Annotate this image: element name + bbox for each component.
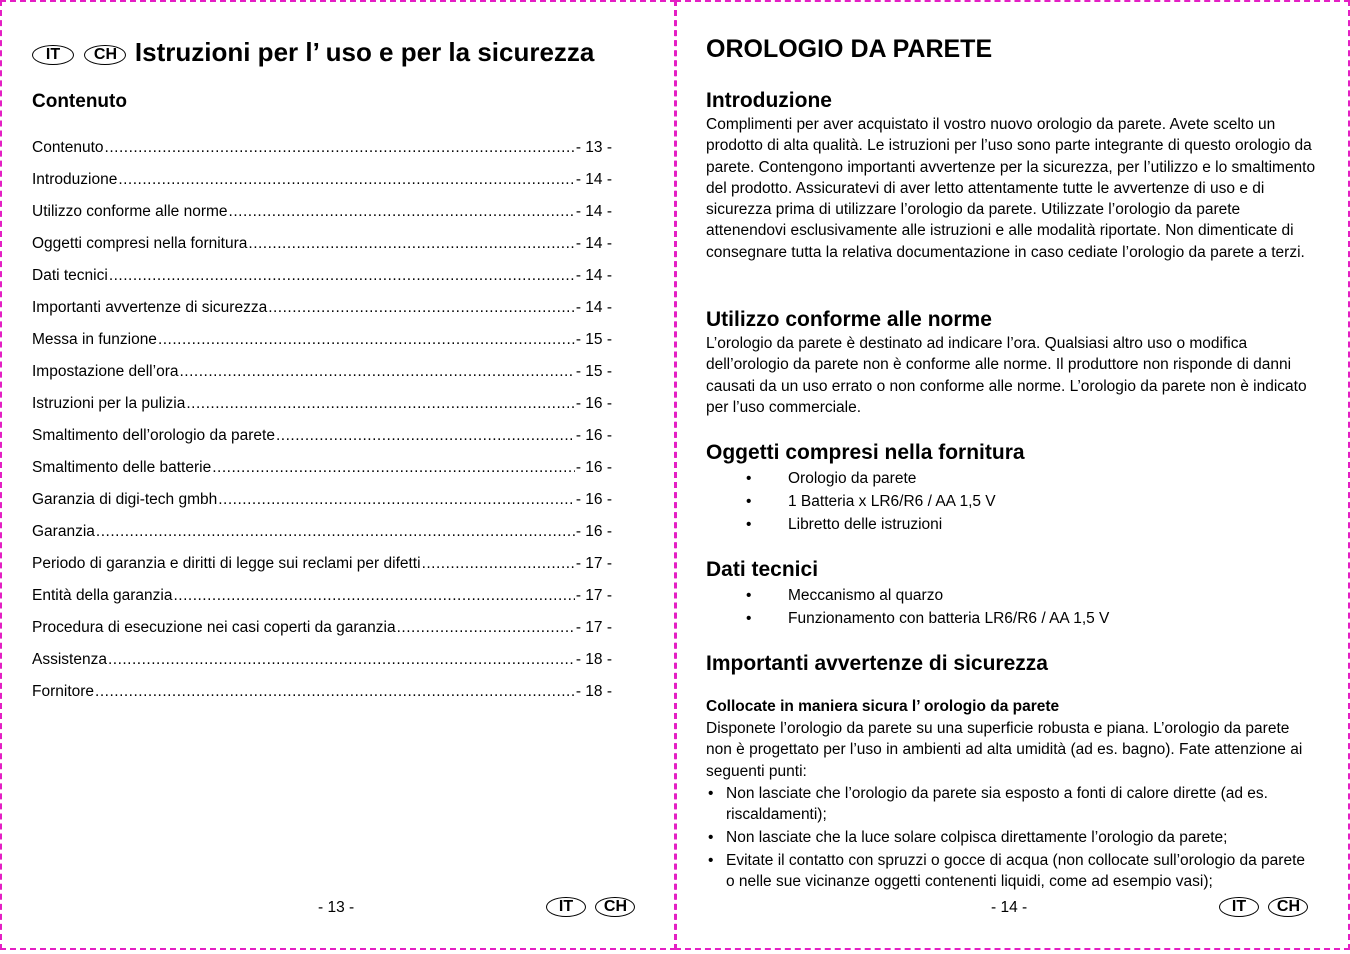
toc-entry-title: Contenuto	[32, 139, 104, 156]
toc-leader-dots	[397, 619, 575, 637]
list-item: • Orologio da parete	[706, 467, 996, 490]
toc-row	[32, 683, 612, 701]
toc-entry-page: - 17 -	[575, 587, 612, 604]
toc-entry-title: Istruzioni per la pulizia	[32, 395, 186, 412]
toc-leader-dots	[118, 171, 575, 189]
tech-list	[706, 584, 1109, 630]
toc-entry-page: - 14 -	[575, 171, 612, 188]
list-item: • Funzionamento con batteria LR6/R6 / AA 1,5 V	[706, 607, 1109, 630]
toc-entry-title: Periodo di garanzia e diritti di legge sui reclami per difetti	[32, 555, 421, 572]
toc-entry-title: Assistenza	[32, 651, 107, 668]
toc-entry-page: - 14 -	[575, 235, 612, 252]
section-heading-safety: Importanti avvertenze di sicurezza	[706, 652, 1048, 675]
list-item: • 1 Batteria x LR6/R6 / AA 1,5 V	[706, 490, 996, 513]
toc-entry-page: - 16 -	[575, 491, 612, 508]
toc-leader-dots	[173, 587, 574, 605]
toc-leader-dots	[108, 651, 575, 669]
toc-row	[32, 619, 612, 637]
toc-entry-title: Garanzia di digi-tech gmbh	[32, 491, 218, 508]
toc-leader-dots	[276, 427, 575, 445]
toc-entry-title: Importanti avvertenze di sicurezza	[32, 299, 268, 316]
page-number: - 13 -	[318, 899, 355, 916]
toc-row	[32, 427, 612, 445]
toc-entry-title: Dati tecnici	[32, 267, 108, 284]
toc-row	[32, 331, 612, 349]
toc-entry-page: - 16 -	[575, 427, 612, 444]
section-heading-intended-use: Utilizzo conforme alle norme	[706, 308, 992, 331]
country-badge-it: IT	[546, 897, 586, 917]
footer-badges	[546, 897, 635, 917]
toc-row	[32, 139, 612, 157]
toc-entry-title: Introduzione	[32, 171, 118, 188]
page-number: - 14 -	[991, 899, 1028, 916]
toc-leader-dots	[95, 683, 575, 701]
toc-entry-title: Oggetti compresi nella fornitura	[32, 235, 248, 252]
section-heading-delivery: Oggetti compresi nella fornitura	[706, 441, 1025, 464]
toc-entry-title: Entità della garanzia	[32, 587, 173, 604]
toc-entry-page: - 16 -	[575, 523, 612, 540]
toc-entry-page: - 17 -	[575, 619, 612, 636]
toc-leader-dots	[96, 523, 575, 541]
toc-row	[32, 235, 612, 253]
toc-row	[32, 555, 612, 573]
toc-entry-title: Fornitore	[32, 683, 95, 700]
section-heading-introduction: Introduzione	[706, 89, 832, 112]
toc-row	[32, 491, 612, 509]
toc-row	[32, 523, 612, 541]
page-title: OROLOGIO DA PARETE	[706, 35, 993, 63]
toc-leader-dots	[158, 331, 575, 349]
toc-row	[32, 267, 612, 285]
toc-row	[32, 363, 612, 381]
toc-leader-dots	[105, 139, 575, 157]
toc-entry-page: - 18 -	[575, 683, 612, 700]
toc-leader-dots	[179, 363, 574, 381]
list-item: • Non lasciate che la luce solare colpisca direttamente l’orologio da parete;	[706, 827, 1306, 848]
country-badge-it: IT	[32, 45, 74, 65]
list-item: • Non lasciate che l’orologio da parete sia esposto a fonti di calore dirette (ad es. riscaldamenti);	[706, 783, 1306, 826]
toc-row	[32, 651, 612, 669]
toc-entry-title: Messa in funzione	[32, 331, 157, 348]
country-badge-it: IT	[1219, 897, 1259, 917]
safety-paragraph: Disponete l’orologio da parete su una superficie robusta e piana. L’orologio da parete non è progettato per l’uso in ambienti ad alta umidità (ad es. bagno). Fate attenzione ai seguenti punti:	[706, 720, 1303, 780]
toc-entry-title: Utilizzo conforme alle norme	[32, 203, 228, 220]
toc-row	[32, 395, 612, 413]
toc-leader-dots	[248, 235, 574, 253]
toc-leader-dots	[212, 459, 575, 477]
toc-entry-page: - 16 -	[575, 459, 612, 476]
toc-row	[32, 459, 612, 477]
toc-entry-page: - 14 -	[575, 203, 612, 220]
toc-entry-title: Procedura di esecuzione nei casi coperti da garanzia	[32, 619, 396, 636]
toc-row	[32, 203, 612, 221]
toc-entry-page: - 14 -	[575, 267, 612, 284]
toc-entry-page: - 13 -	[575, 139, 612, 156]
toc-leader-dots	[422, 555, 575, 573]
toc-row	[32, 587, 612, 605]
list-item: • Libretto delle istruzioni	[706, 513, 996, 536]
safety-subheading: Collocate in maniera sicura l’ orologio da parete	[706, 698, 1060, 715]
list-item: • Meccanismo al quarzo	[706, 584, 1109, 607]
toc-leader-dots	[186, 395, 574, 413]
section-heading-tech: Dati tecnici	[706, 558, 819, 581]
page-title: Istruzioni per l’ uso e per la sicurezza	[134, 37, 595, 67]
toc-heading: Contenuto	[32, 91, 127, 112]
left-header	[32, 35, 594, 66]
toc-leader-dots	[109, 267, 575, 285]
toc-row	[32, 171, 612, 189]
toc-entry-title: Smaltimento delle batterie	[32, 459, 212, 476]
toc-entry-page: - 15 -	[575, 363, 612, 380]
intro-paragraph: Complimenti per aver acquistato il vostro nuovo orologio da parete. Avete scelto un prodotto di alta qualità. Le istruzioni per l’uso sono parte integrante di questo orologio da parete. Contengono importanti avvertenze per la sicurezza, per l’utilizzo e lo smaltimento del prodotto. Assicuratevi di aver letto attentamente tutte le avvertenze di uso e di sicurezza prima di utilizzare l’orologio da parete. Utilizzate l’orologio da parete attenendovi esclusivamente alle istruzioni e alle modalità riportate. Non dimenticate di consegnare tutta la relativa documentazione in caso cediate l’orologio da parete a terzi.	[706, 116, 1316, 261]
toc-entry-page: - 15 -	[575, 331, 612, 348]
toc-row	[32, 299, 612, 317]
toc-entry-page: - 14 -	[575, 299, 612, 316]
delivery-list	[706, 467, 996, 536]
toc-leader-dots	[268, 299, 575, 317]
list-item: • Evitate il contatto con spruzzi o gocce di acqua (non collocate sull’orologio da parete o nelle sue vicinanze oggetti contenenti liquidi, come ad esempio vasi);	[706, 850, 1306, 893]
toc-entry-title: Garanzia	[32, 523, 95, 540]
country-badge-ch: CH	[84, 45, 126, 65]
toc-leader-dots	[229, 203, 575, 221]
toc-entry-title: Smaltimento dell’orologio da parete	[32, 427, 275, 444]
toc-entry-page: - 17 -	[575, 555, 612, 572]
intended-use-paragraph: L’orologio da parete è destinato ad indicare l’ora. Qualsiasi altro uso o modifica dell’orologio da parete non è conforme alle norme. Il produttore non risponde di danni causati da un uso errato o non conforme alle norme. L’orologio da parete non è indicato per l’uso commerciale.	[706, 335, 1307, 416]
safety-list	[706, 783, 1306, 894]
country-badge-ch: CH	[595, 897, 635, 917]
toc-entry-title: Impostazione dell’ora	[32, 363, 179, 380]
toc-leader-dots	[218, 491, 575, 509]
footer-badges	[1219, 897, 1308, 917]
toc-entry-page: - 18 -	[575, 651, 612, 668]
country-badge-ch: CH	[1268, 897, 1308, 917]
toc-entry-page: - 16 -	[575, 395, 612, 412]
